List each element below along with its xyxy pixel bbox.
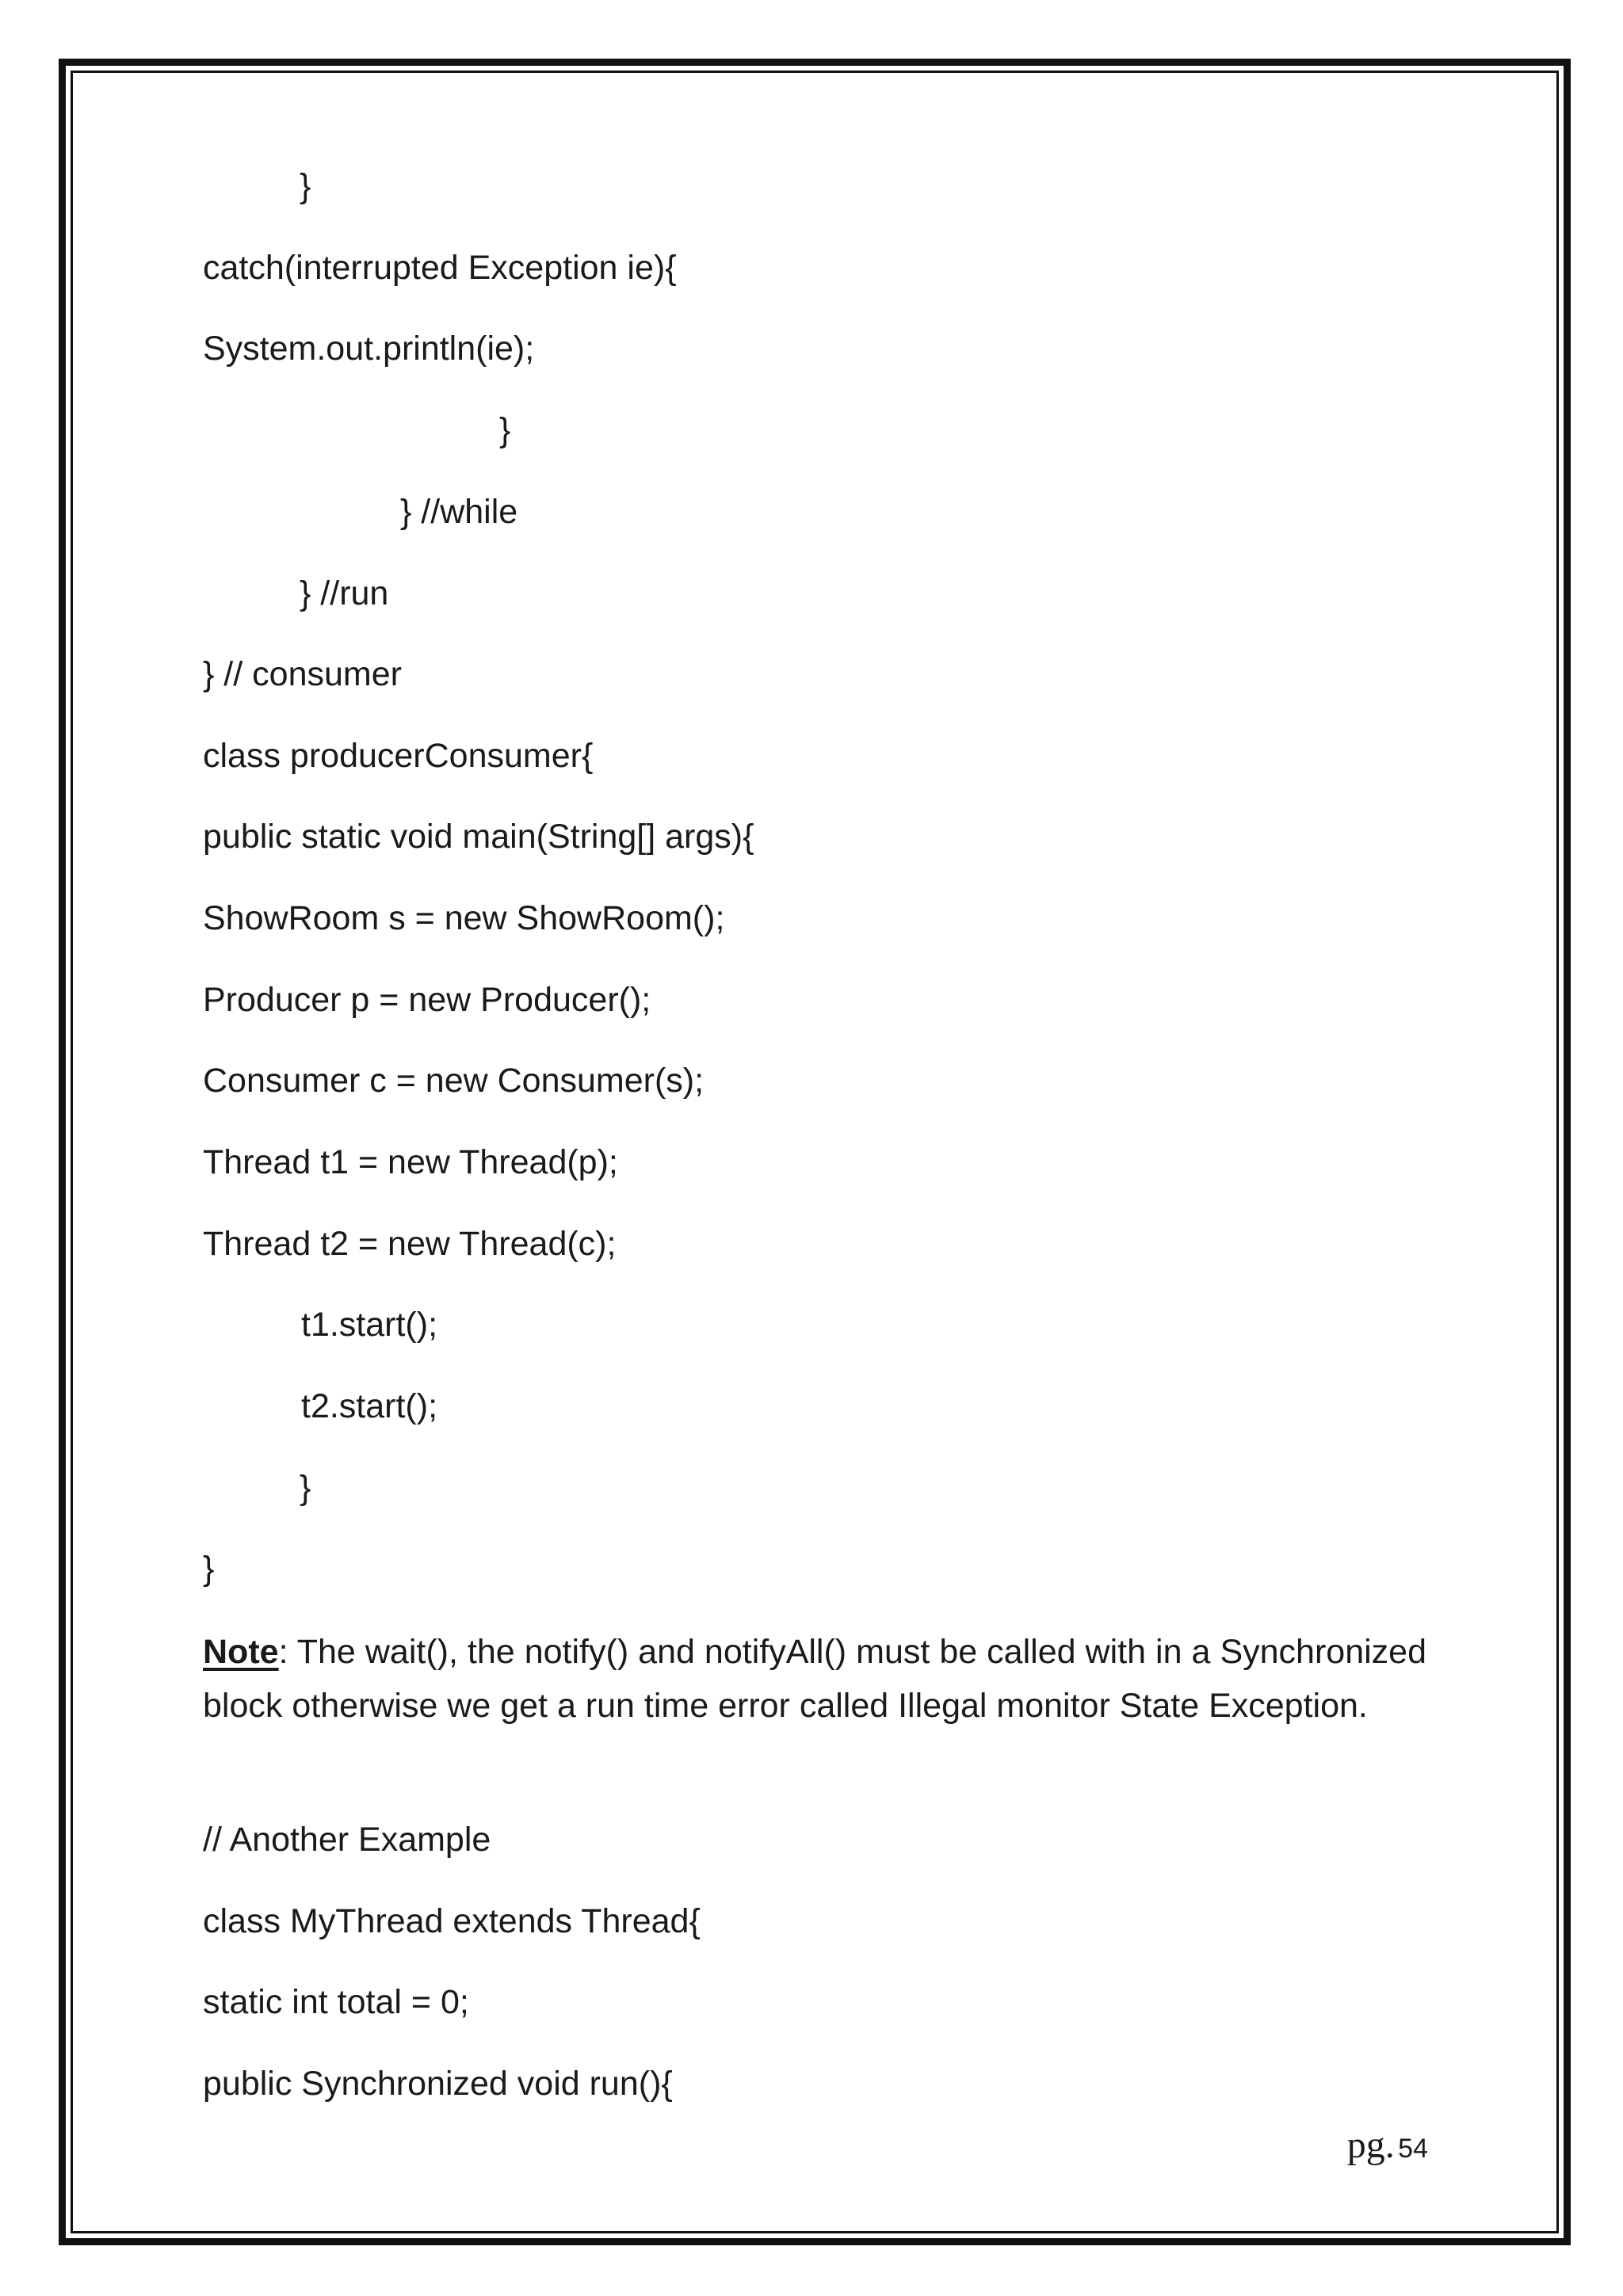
code-line: public static void main(String[] args){	[203, 818, 754, 856]
code-line: catch(interrupted Exception ie){	[203, 249, 677, 287]
code-line: t2.start();	[301, 1387, 438, 1425]
note-text: : The wait(), the notify() and notifyAll() must be called with in a Synchronized block otherwise we get a run time error called Illegal monitor State Exception.	[203, 1633, 1426, 1725]
code-line: } // consumer	[203, 655, 402, 693]
code-line: t1.start();	[301, 1306, 438, 1344]
code-line: } //while	[400, 493, 518, 531]
code-line: // Another Example	[203, 1821, 491, 1859]
code-line: }	[203, 1550, 215, 1588]
code-line: ShowRoom s = new ShowRoom();	[203, 899, 725, 937]
code-line: static int total = 0;	[203, 1983, 469, 2021]
code-line: }	[300, 167, 311, 205]
page-number-value: 54	[1398, 2134, 1428, 2164]
code-line: Thread t2 = new Thread(c);	[203, 1225, 617, 1263]
code-line: System.out.println(ie);	[203, 330, 535, 368]
code-line: Thread t1 = new Thread(p);	[203, 1143, 618, 1181]
code-line: public Synchronized void run(){	[203, 2065, 673, 2103]
page-number	[1347, 2123, 1428, 2167]
code-line: Producer p = new Producer();	[203, 981, 651, 1019]
code-line: class MyThread extends Thread{	[203, 1902, 701, 1940]
code-line: }	[499, 411, 511, 449]
code-line: }	[300, 1469, 311, 1507]
page-prefix: pg.	[1346, 2124, 1395, 2166]
code-line: } //run	[300, 574, 389, 612]
code-line: Consumer c = new Consumer(s);	[203, 1062, 705, 1100]
note-paragraph	[203, 1625, 1426, 1733]
note-label: Note	[203, 1633, 279, 1671]
code-line: class producerConsumer{	[203, 737, 594, 775]
